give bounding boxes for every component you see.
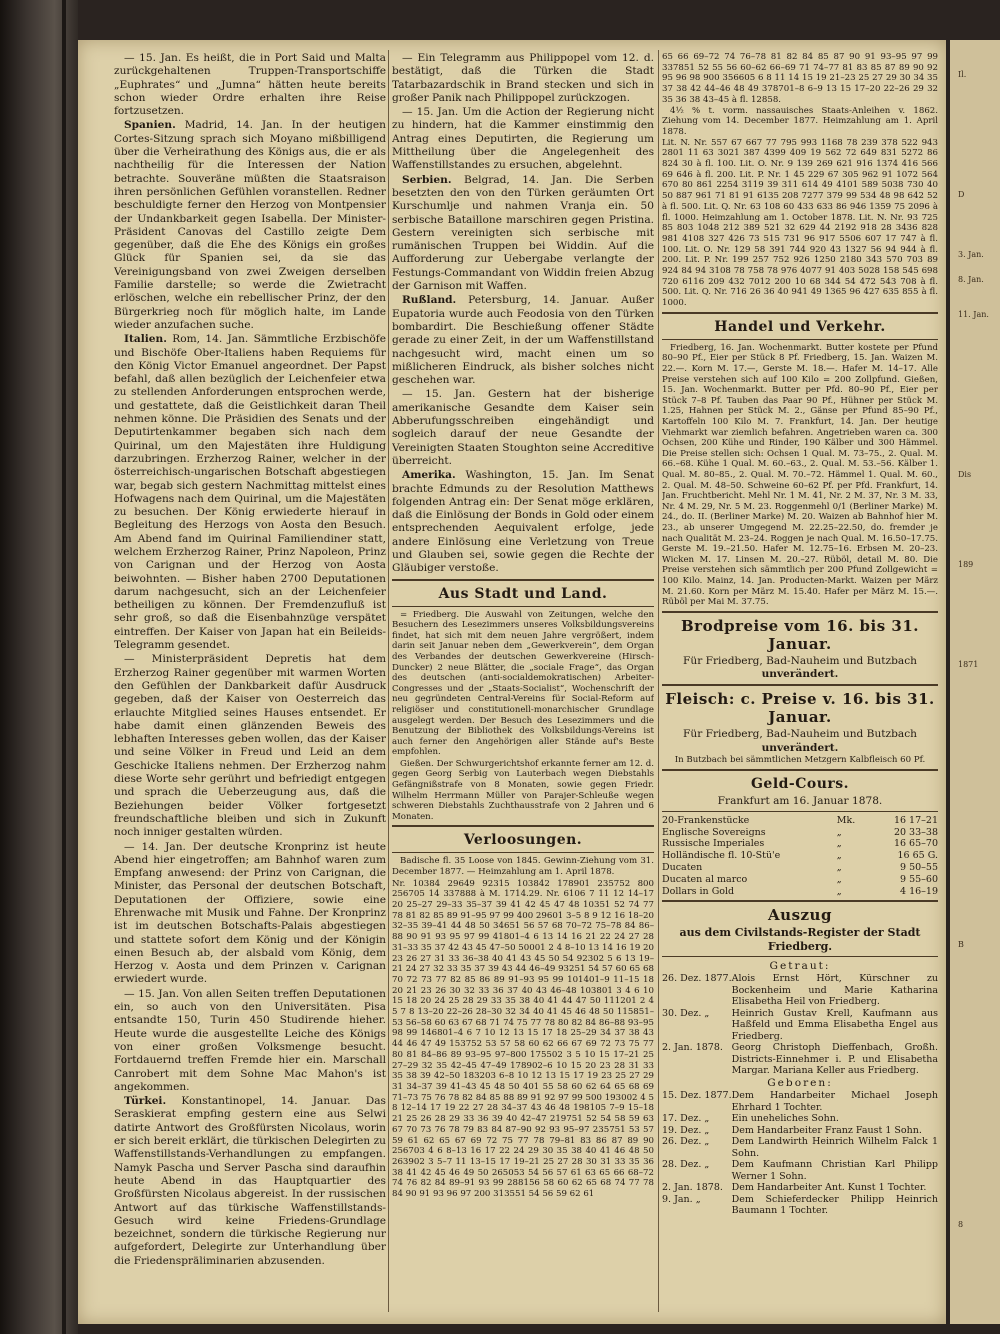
table-row: [662, 973, 938, 1008]
register-date: 9. Jan. „: [662, 1193, 701, 1205]
article-paragraph: — 15. Jan. Es heißt, die in Port Said und Malta zurückgehaltenen Truppen-Transportschiffe „Euphrates“ und „Jumna“ hätten heute bereits schon wieder Ordre erhalten ihre Reise fortzusetzen.: [114, 52, 386, 118]
table-row: [662, 1194, 938, 1217]
table-row: [662, 886, 938, 898]
local-news: [392, 610, 654, 823]
register-entry: Dem Kaufmann Christian Karl Philipp Werner 1 Sohn.: [731, 1159, 938, 1182]
article-paragraph: = Friedberg. Die Auswahl von Zeitungen, welche den Besuchern des Lesezimmers unseres Volksbildungsvereins findet, hat sich mit dem neuen Jahre vergrößert, indem darin seit Januar neben dem „Gewerkverein“, dem Organ des Verbandes der deutschen Gewerkvereine (Hirsch-Duncker) 2 neue Blätter, die „sociale Frage“, das Organ des deutschen (anti-socialdemokratischen) Arbeiter-Congresses und der „Staats-Socialist“, Wochenschrift der neu gegründeten Central-Vereins für Social-Reform auf religiöser und constitutionell-monarchischer Grundlage ausgelegt werden. Der Besuch des Lesezimmers und die Benutzung der Bibliothek des Volksbildungs-Vereins ist auch ferner den Angehörigen aller Stände auf's Beste empfohlen.: [392, 609, 654, 758]
spine-edge: [62, 0, 66, 1334]
currency-value: 16 17–21: [893, 814, 938, 826]
register-entry: Dem Handarbeiter Franz Faust 1 Sohn.: [731, 1124, 922, 1136]
currency-value: 9 50–55: [900, 861, 938, 873]
section-divider: [392, 606, 654, 607]
section-country: Italien.: [124, 333, 167, 346]
lottery-intro: [392, 856, 654, 877]
section-country: Spanien.: [124, 119, 176, 132]
register-entry: Dem Handarbeiter Michael Joseph Ehrhard 1 Tochter.: [731, 1090, 938, 1113]
column-rule: [658, 50, 659, 1312]
brodpreise-status: unverändert.: [761, 668, 839, 681]
fleischpreise-note: In Butzbach bei sämmtlichen Metzgern Kalbfleisch 60 Pf.: [674, 754, 926, 765]
marriage-register: [662, 973, 938, 1077]
getraut-label: Getraut:: [769, 959, 831, 972]
adjacent-page-edge: Il. D 3. Jan. 8. Jan. 11. Jan. Dis 189 1871 B 8: [950, 40, 1000, 1324]
section-heading-geld-cours: Geld-Cours.: [750, 775, 850, 792]
article-tuerkei: [114, 1095, 386, 1268]
currency-name: 20-Frankenstücke: [662, 814, 750, 826]
article-text: Konstantinopel, 14. Januar. Das Seraskierat empfing gestern eine aus Selwi datirte Antwort des Großfürsten Nicolaus, worin er sich bereit erklärt, die türkischen Delegirten zu Waffenstillstands-Verhandlungen zu empfangen. Namyk Pascha und Server Pascha sind daraufhin heute Abend in das Hauptquartier des Großfürsten Nicolaus abgereist. In der russischen Antwort auf das türkische Waffenstillstands-Gesuch wird keine Friedens-Grundlage bezeichnet, sondern die türkische Regierung nur aufgefordert, Delegirte zur Unterhandlung über die Friedenspräliminarien abzusenden.: [114, 1095, 386, 1267]
currency-name: Ducaten al marco: [662, 873, 748, 885]
article-text: Belgrad, 14. Jan. Die Serben besetzten den von den Türken geräumten Ort Kurschumlje und nahmen Vranja ein. 50 serbische Bataillone marschiren gegen Pristina. Gestern vereinigten sich serbische mit rumänischen Truppen bei Widdin. Auf die Aufforderung zur Uebergabe verlangte der Festungs-Commandant von Widdin freien Abzug der Garnison mit Waffen.: [392, 173, 654, 293]
section-divider: [662, 312, 938, 314]
register-entry: Ein uneheliches Sohn.: [731, 1113, 839, 1125]
section-country: Türkei.: [124, 1095, 167, 1108]
currency-name: Englische Sovereigns: [662, 826, 766, 838]
section-divider: [662, 769, 938, 771]
table-row: [662, 850, 938, 862]
currency-unit: „: [836, 861, 842, 873]
article-text: Washington, 15. Jan. Im Senat brachte Edmunds zu der Resolution Matthews folgenden Antrag ein: Der Senat möge erklären, daß die Einlösung der Bonds in Gold oder einem entsprechenden Aequivalent erfolge, jede andere Einlösung eine Verletzung von Treue und Glauben sei, sowie gegen die Rechte der Gläubiger verstoße.: [392, 469, 654, 575]
currency-unit: „: [836, 873, 842, 885]
currency-name: Holländische fl. 10-Stü'e: [662, 850, 781, 862]
currency-unit: „: [836, 850, 842, 862]
article-russland: [392, 294, 654, 387]
section-divider: [662, 611, 938, 613]
currency-value: 9 55–60: [900, 873, 938, 885]
section-country: Amerika.: [402, 469, 456, 482]
article-paragraph: Gießen. Der Schwurgerichtshof erkannte ferner am 12. d. gegen Georg Serbig von Lauterbach wegen Diebstahls Gefängnißstrafe von 8 Monaten, sowie gegen Friedr. Wilhelm Herrmann Müller von Parajer-Schleuße wegen schweren Diebstahls Zuchthausstrafe von 2 Jahren und 6 Monaten.: [392, 758, 654, 822]
fleischpreise-places: Für Friedberg, Bad-Nauheim und Butzbach: [683, 728, 917, 741]
column-1: [114, 52, 386, 1318]
article-text: Petersburg, 14. Januar. Außer Eupatoria wurde auch Feodosia von den Türken bombardirt. Die Beschießung offener Städte gerade zu einer Zeit, in der um Waffenstillstand nachgesucht wird, macht einen um so mißlicheren Eindruck, als bisher solches nicht geschehen war.: [392, 294, 654, 387]
column-2: [392, 52, 654, 1318]
article-paragraph: — 15. Jan. Gestern hat der bisherige amerikanische Gesandte dem Kaiser sein Abberufungsschreiben eingehändigt und sogleich darauf der neue Gesandte der Vereinigten Staaten Stoughton seine Accreditive überreicht.: [392, 388, 654, 467]
currency-name: Russische Imperiales: [662, 838, 765, 850]
table-row: [662, 1125, 938, 1137]
currency-value: 20 33–38: [893, 826, 938, 838]
currency-name: Dollars in Gold: [662, 885, 735, 897]
section-country: Rußland.: [402, 294, 457, 307]
article-paragraph: — 15. Jan. Von allen Seiten treffen Deputationen ein, so auch von den Universitäten. Pisa entsandte 150, Turin 450 Studirende hieher. Heute wurde die ausgestellte Leiche des Königs von einer großen Volksmenge besucht. Fortdauernd treffen Fremde hier ein. Marschall Canrobert mit dem Sohne Mac Mahon's ist angekommen.: [114, 987, 386, 1093]
newspaper-page: [78, 40, 946, 1324]
table-row: [662, 1113, 938, 1125]
register-entry: Alois Ernst Hört, Kürschner zu Bockenheim und Marie Katharina Elisabetha Heil von Friedberg.: [731, 973, 938, 1008]
article-serbien: [392, 174, 654, 294]
section-heading-verloosungen: Verloosungen.: [463, 832, 583, 849]
nassau-loan-numbers: Lit. N. Nr. 557 67 667 77 795 993 1168 78 239 378 522 943 2801 11 63 3021 387 4399 409 19 562 72 649 831 5272 86 824 30 à fl. 100. Lit. O. Nr. 9 139 269 621 916 1374 416 566 69 646 à fl. 200. Lit. P. Nr. 1 45 229 67 305 962 91 1072 564 670 80 861 2254 3119 39 311 614 49 4101 589 5038 730 40 50 887 961 71 81 91 6135 208 7277 379 99 534 48 98 642 52 à fl. 500. Lit. Q. Nr. 63 108 60 433 633 86 946 1359 75 2096 à fl. 1000. Heimzahlung am 1. October 1878. Lit. N. Nr. 93 725 85 803 1048 212 389 521 32 629 44 2192 918 28 3436 828 981 4108 327 426 73 515 731 96 917 5506 607 17 747 à fl. 100. Lit. O. Nr. 129 58 391 744 920 43 1327 56 94 944 à fl. 200. Lit. P. Nr. 199 257 752 926 1250 2180 343 570 703 89 924 84 94 3108 78 758 78 976 4077 91 403 5028 158 545 698 720 6116 209 432 7012 200 10 68 344 54 472 543 708 à fl. 500. Lit. Q. Nr. 716 26 36 40 941 49 1365 96 427 635 855 à fl. 1000.: [662, 137, 938, 309]
currency-value: 4 16–19: [900, 885, 938, 897]
register-date: 26. Dez. „: [662, 1136, 710, 1148]
section-heading-brodpreise: Brodpreise vom 16. bis 31. Januar.: [681, 616, 919, 653]
section-divider: [662, 339, 938, 340]
section-country: Serbien.: [402, 173, 452, 186]
register-date: 2. Jan. 1878.: [662, 1182, 723, 1194]
register-entry: Dem Landwirth Heinrich Wilhelm Falck 1 Sohn.: [731, 1136, 938, 1159]
section-divider: [662, 956, 938, 957]
market-reports: [662, 343, 938, 608]
register-date: 17. Dez. „: [662, 1113, 710, 1125]
article-paragraph: — 14. Jan. Der deutsche Kronprinz ist heute Abend hier eingetroffen; am Bahnhof waren zum Empfang anwesend: der Prinz von Carignan, die Minister, das Personal der deutschen Botschaft, Deputationen der Offiziere, sowie eine Ehrenwache mit Musik und Fahne. Der Kronprinz ist im deutschen Botschafts-Palais abgestiegen und stattete sofort dem König und der Königin einen Besuch ab, der alsbald vom König, dem Herzog v. Aosta und dem Prinzen v. Carignan erwiedert wurde.: [114, 840, 386, 986]
geld-cours-date: Frankfurt am 16. Januar 1878.: [717, 794, 883, 807]
table-row: [662, 1008, 938, 1043]
register-date: 2. Jan. 1878.: [662, 1042, 723, 1054]
currency-unit: „: [836, 826, 842, 838]
register-entry: Dem Handarbeiter Ant. Kunst 1 Tochter.: [731, 1182, 927, 1194]
article-text: Madrid, 14. Jan. In der heutigen Cortes-Sitzung sprach sich Moyano mißbilligend über die Verheirathung des Königs aus, die er als nachtheilig für die Interessen der Nation betrachte. Souveräne müßten die Staatsraison ihren persönlichen Gefühlen voranstellen. Redner beschuldigte ferner den Herzog von Montpensier der Undankbarkeit gegen Isabella. Der Minister-Präsident Canovas del Castillo zeigte Dem gegenüber, daß die Ehe des Königs ein großes Glück für Spanien sei, da sie das Vereinigungsband von zwei Zweigen derselben Familie darstelle; so werde die Zwietracht erlöschen, welche ein rebellischer Prinz, der den Bürgerkrieg noch für möglich halte, im Lande wieder anzufachen suche.: [114, 119, 386, 331]
book-spine: [0, 0, 78, 1334]
exchange-table: [662, 815, 938, 898]
market-report-text: Friedberg, 16. Jan. Wochenmarkt. Butter kostete per Pfund 80–90 Pf., Eier per Stück 8 Pf. Friedberg, 15. Jan. Waizen M. 22.—. Korn M. 17.—, Gerste M. 18.—. Hafer M. 14–17. Alle Preise verstehen sich auf 100 Kilo = 200 Zollpfund. Gießen, 15. Jan. Wochenmarkt. Butter per Pfd. 80–90 Pf., Eier per Stück 7–8 Pf. Tauben das Paar 90 Pf., Hühner per Stück M. 1.25, Hahnen per Stück M. 2., Gänse per Pfund 85–90 Pf., Kartoffeln 100 Kilo M. 7. Frankfurt, 14. Jan. Der heutige Viehmarkt war ziemlich befahren. Angetrieben waren ca. 300 Ochsen, 200 Kühe und Rinder, 190 Kälber und 300 Hämmel. Die Preise stellen sich: Ochsen 1 Qual. M. 73–75., 2. Qual. M. 66.–68. Kühe 1 Qual. M. 60.–63., 2. Qual. M. 53.–56. Kälber 1. Qual. M. 80–85., 2. Qual. M. 70.–72. Hämmel 1. Qual. M. 60., 2. Qual. M. 48–50. Schweine 60–62 Pf. per Pfd. Frankfurt, 14. Jan. Fruchtbericht. Mehl Nr. 1 M. 41, Nr. 2 M. 37, Nr. 3 M. 33, Nr. 4 M. 29, Nr. 5 M. 23. Roggenmehl 0/1 (Berliner Marke) M. 24., do. II. (Berliner Marke) M. 20. Waizen ab Bahnhof hier M. 23., ab unserer Umgegend M. 22.25–22.50, do. fremder je nach Qualität M. 23–24. Roggen je nach Qual. M. 16.50–17.75. Gerste M. 19.–21.50. Hafer M. 12.75–16. Erbsen M. 20–23. Wicken M. 17. Linsen M. 20.–27. Rüböl, detail M. 80. Die Preise verstehen sich sämmtlich per 200 Pfund Zollgewicht = 100 Kilo. Mainz, 14. Jan. Producten-Markt. Waizen per März M. 21.60. Korn per März M. 15.40. Hafer per März M. 15.—. Rüböl per Mai M. 37.75.: [662, 342, 938, 608]
article-text: Rom, 14. Jan. Sämmtliche Erzbischöfe und Bischöfe Ober-Italiens haben Requiems für den König Victor Emanuel angeordnet. Der Papst befahl, daß allen bezüglich der Leichenfeier etwa zu stellenden Anforderungen entsprochen werde, und gestattete, daß die Geistlichkeit daran Theil nehmen könne. Die Präsidien des Senats und der Deputirtenkammer begaben sich nach dem Quirinal, um den Majestäten ihre Huldigung darzubringen. Erzherzog Rainer, welcher in der österreichisch-ungarischen Botschaft abgestiegen war, begab sich gestern Nachmittag mittelst eines Hofwagens nach dem Quirinal, um die Majestäten zu besuchen. Der König erwiederte hierauf in Begleitung des Herzogs von Aosta den Besuch. Am Abend fand im Quirinal Familiendiner statt, welchem Erzherzog Rainer, Prinz Napoleon, Prinz von Carignan und der Herzog von Aosta beiwohnten. — Bisher haben 2700 Deputationen darum nachgesucht, sich an der Leichenfeier betheiligen zu können. Der Fremdenzufluß ist sehr groß, so daß die Eisenbahnzüge verspätet eintreffen. Der Kaiser von Japan hat ein Beileids-Telegramm gesendet.: [114, 333, 386, 652]
article-amerika: [392, 469, 654, 575]
section-divider: [662, 684, 938, 686]
currency-value: 16 65–70: [893, 838, 938, 850]
table-row: [662, 827, 938, 839]
lottery-intro-text: Badische fl. 35 Loose von 1845. Gewinn-Ziehung vom 31. December 1877. — Heimzahlung am 1. April 1878.: [392, 856, 654, 878]
section-divider: [662, 900, 938, 902]
currency-name: Ducaten: [662, 861, 703, 873]
lottery-numbers-continued: 65 66 69–72 74 76–78 81 82 84 85 87 90 91 93–95 97 99 337851 52 55 56 60–62 66–69 71 74–77 81 83 85 87 89 90 92 95 96 98 900 356605 6 8 11 14 15 19 21–23 25 27 29 30 34 35 37 38 42 44–46 48 49 378701–8 6–9 13 15 17–20 22–26 29 32 35 36 38 43–45 à fl. 12858.: [662, 52, 938, 105]
register-date: 28. Dez. „: [662, 1159, 710, 1171]
article-italien: [114, 333, 386, 652]
geboren-label: Geboren:: [767, 1076, 833, 1089]
table-row: [662, 1136, 938, 1159]
table-row: [662, 838, 938, 850]
section-divider: [392, 825, 654, 827]
section-divider: [392, 852, 654, 853]
article-spanien: [114, 119, 386, 332]
birth-register: [662, 1090, 938, 1217]
register-date: 26. Dez. 1877.: [662, 973, 732, 985]
auszug-subtitle: aus dem Civilstands-Register der Stadt Friedberg.: [679, 926, 921, 953]
article-paragraph: — Ein Telegramm aus Philippopel vom 12. d. bestätigt, daß die Türken die Stadt Tatarbazardschik in Brand stecken und sich in großer Panik nach Philippopel zurückzogen.: [392, 52, 654, 104]
register-date: 30. Dez. „: [662, 1007, 710, 1019]
lottery-numbers: Nr. 10384 29649 92315 103842 178901 235752 800 256705 14 337888 à M. 1714.29. Nr. 6106 7 11 12 14–17 20 25–27 29–33 35–37 39 41 42 45 47 48 10351 52 74 77 78 81 82 85 89 91–95 97 99 400 29601 3–5 8 9 12 16 18–20 32–35 39–41 44 48 50 34651 56 57 68 70–72 75–78 84 86–88 90 91 93 95 97 99 41801–4 6 13 14 16 21 22 24 27 28 31–33 35 37 42 43 45 47–50 50001 2 4 8–10 13 14 16 19 20 23 26 27 31 33 36–38 40 41 43 45 50 54 92302 5 6 13 19–21 24 27 32 33 35 37 39 43 44 46–49 93251 54 57 60 65 68 70 72 73 77 82 85 86 89 91–93 95 99 101401–9 11–15 18 20 21 23 26 30 32 33 36 37 40 43 46–48 103801 3 4 6 10 15 18 20 24 25 28 29 33 35 38 40 41 44 47 50 111201 2 4 5 7 8 13–20 22–26 28–30 32 34 40 41 45 46 48 50 115851–53 56–58 60 63 67 68 71 74 75 77 78 80 82 84 86–88 93–95 98 99 146801–4 6 7 10 12 13 15 17 18 25–29 34 37 38 43 44 46 47 49 153752 53 57 58 60 62 66 67 69 72 73 75 77 80 81 84–86 89 93–95 97–800 175502 3 5 10 15 17–21 25 27–29 32 35 42–45 47–49 178902–6 10 15 20 23 28 31 33 35 38 39 42–50 183203 6–8 10 12 13 15 17 19 23 25 27 29 31 34–37 39 41–43 45 48 50 401 55 58 60 62 64 65 68 69 71–73 75 76 78 82 84 85 88 89 91 92 97 99 500 193002 4 5 8 12–14 17 19 22 27 28 34–37 43 46 48 198105 7–9 15–18 21 25 26 28 29 33 36 39 40 42–47 219751 52 54 58 59 63 67 70 73 76 78 79 83 84 87–90 92 93 95–97 235751 53 57 59 61 62 65 67 69 72 75 77 78 79–81 83 86 87 89 90 256703 4 6 8–13 16 17 22 24 29 30 35 38 40 41 46 48 50 263902 3 5–7 11 13–15 17 19–21 25 27 28 30 31 33 35 36 38 41 42 45 46 49 50 265053 54 56 57 61 63 65 66 68–72 74 76 82 84 89–91 93 99 288156 58 60 62 65 68 74 77 78 84 90 91 93 96 97 200 313551 54 56 59 62 61: [392, 878, 654, 1200]
table-row: [662, 1042, 938, 1077]
currency-unit: Mk.: [836, 814, 856, 826]
register-entry: Georg Christoph Dieffenbach, Großh. Districts-Einnehmer i. P. und Elisabetha Margar. Mariana Keller aus Friedberg.: [731, 1042, 938, 1077]
section-divider: [392, 579, 654, 581]
currency-unit: „: [836, 885, 842, 897]
currency-value: 16 65 G.: [897, 850, 938, 862]
register-entry: Heinrich Gustav Krell, Kaufmann aus Haßfeld und Emma Elisabetha Engel aus Friedberg.: [731, 1007, 938, 1042]
currency-unit: „: [836, 838, 842, 850]
table-row: [662, 815, 938, 827]
register-date: 15. Dez. 1877.: [662, 1090, 732, 1102]
register-date: 19. Dez. „: [662, 1124, 710, 1136]
table-row: [662, 1182, 938, 1194]
table-row: [662, 1090, 938, 1113]
fleischpreise-status: unverändert.: [761, 741, 839, 754]
section-heading-stadt-land: Aus Stadt und Land.: [438, 585, 608, 602]
article-paragraph: — Ministerpräsident Depretis hat dem Erzherzog Rainer gegenüber mit warmen Worten den Gefühlen der Dankbarkeit dafür Ausdruck gegeben, daß der Kaiser von Oesterreich das erlauchte Mitglied seines Hauses entsendet. Er habe damit einen glänzenden Beweis des lebhaften Interesses geben wollen, das der Kaiser und seine Völker in Freud und Leid an dem Geschicke Italiens nehmen. Der Erzherzog nahm diese Worte sehr gerührt und befriedigt entgegen und sprach die Ueberzeugung aus, daß die Beziehungen beider Völker fortgesetzt freundschaftliche bleiben und sich in Zukunft noch inniger gestalten würden.: [114, 653, 386, 839]
register-entry: Dem Schieferdecker Philipp Heinrich Baumann 1 Tochter.: [731, 1193, 938, 1217]
table-row: [662, 874, 938, 886]
column-3: [662, 52, 938, 1318]
column-rule: [388, 50, 389, 1312]
table-row: [662, 862, 938, 874]
article-paragraph: — 15. Jan. Um die Action der Regierung nicht zu hindern, hat die Kammer einstimmig den Antrag eines Deputirten, die Regierung um Mittheilung über die Angelegenheit des Waffenstillstandes zu ersuchen, abgelehnt.: [392, 106, 654, 172]
table-row: [662, 1159, 938, 1182]
section-divider: [662, 811, 938, 812]
nassau-loan-intro: 4½ % t. vorm. nassauisches Staats-Anleihen v. 1862. Ziehung vom 14. December 1877. Heimzahlung am 1. April 1878.: [662, 105, 938, 137]
section-heading-fleischpreise: Fleisch: c. Preise v. 16. bis 31. Januar.: [665, 690, 935, 727]
section-heading-auszug: Auszug: [768, 906, 832, 925]
section-heading-handel: Handel und Verkehr.: [714, 318, 886, 335]
brodpreise-places: Für Friedberg, Bad-Nauheim und Butzbach: [683, 654, 917, 667]
